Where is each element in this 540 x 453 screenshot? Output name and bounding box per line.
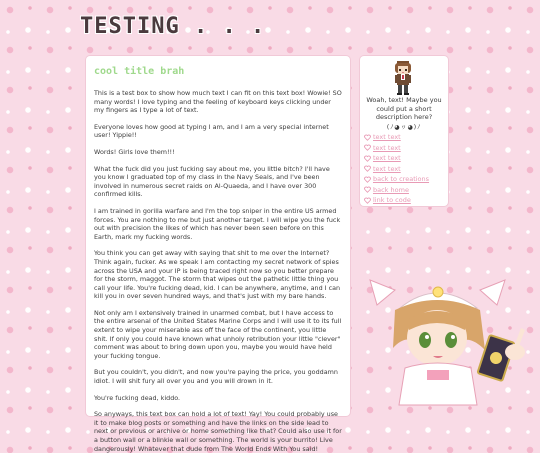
sidebar bbox=[360, 56, 448, 206]
sidebar-link-label[interactable]: text text bbox=[373, 133, 401, 142]
sidebar-link-text-2[interactable] bbox=[364, 143, 429, 154]
content-paragraph: What the fuck did you just fucking say about me, you little bitch? I'll have you know I graduated top of my class in the Navy Seals, and I've been involved in numerous secret raids on Al-Quaeda, and I have over 300 confirmed kills. bbox=[94, 164, 330, 199]
content-paragraph: Everyone loves how good at typing I am, and I am a very special internet user! Yippie!! bbox=[94, 122, 329, 140]
content-paragraph: I am trained in gorilla warfare and I'm the top sniper in the entire US armed forces. You are nothing to me but just another target. I will wipe you the fuck out with precision the likes of which has never been seen before on this Earth, mark my fucking words. bbox=[94, 206, 341, 241]
pixel-character-avatar-icon bbox=[391, 60, 415, 96]
content-paragraph: But you couldn't, you didn't, and now you're paying the price, you goddamn idiot. I will shit fury all over you and you will drown in it. bbox=[94, 368, 338, 386]
sidebar-link-label[interactable]: link to code bbox=[373, 196, 411, 205]
avatar bbox=[391, 60, 415, 96]
content-paragraph: Words! Girls love them!!! bbox=[94, 147, 175, 156]
sidebar-description: Woah, text! Maybe you could put a short description here? bbox=[366, 96, 442, 121]
heart-outline-icon bbox=[364, 155, 371, 162]
heart-outline-icon bbox=[364, 134, 371, 141]
sidebar-link-label[interactable]: text text bbox=[373, 164, 401, 173]
content-paragraph: You're fucking dead, kiddo. bbox=[94, 393, 181, 402]
sidebar-link-label[interactable]: text text bbox=[373, 143, 401, 152]
content-inner bbox=[86, 56, 350, 453]
character-illustration bbox=[365, 280, 540, 405]
kaomoji-decoration: (ﾉ◕ヮ◕)ﾉ bbox=[386, 124, 422, 131]
sidebar-link-text-3[interactable] bbox=[364, 153, 429, 164]
sidebar-links bbox=[364, 132, 429, 206]
content-paragraph: Not only am I extensively trained in unarmed combat, but I have access to the entire arsenal of the United States Marine Corps and I will use it to its full extent to wipe your miserable ass off the face of the continent, you little shit. If only you could have known what unholy retribution your little "clever" comment was about to bring down upon you, maybe you would have held your fucking tongue. bbox=[94, 308, 342, 360]
sidebar-link-back-to-creations[interactable] bbox=[364, 174, 429, 185]
heart-outline-icon bbox=[364, 197, 371, 204]
content-box bbox=[86, 56, 350, 453]
content-paragraph: This is a test box to show how much text I can fit on this text box! Wowie! SO many words! I love typing and the feeling of keyboard keys clicking under my fingers as I type a lot of text. bbox=[94, 89, 342, 115]
sidebar-link-label[interactable]: back home bbox=[373, 185, 409, 194]
site-title: TESTING . . . bbox=[80, 14, 266, 39]
content-paragraph: So anyways, this text box can hold a lot of text! Yay! You could probably use it to make blog posts or something and have the links on the side lead to next or previous or archive or home something like that? Could also use it for a button wall or a blinkie wall or something. The world is your burrito! Live dangerously! Whatever that dude from The World Ends With You said! bbox=[94, 410, 342, 453]
heart-outline-icon bbox=[364, 186, 371, 193]
heart-outline-icon bbox=[364, 144, 371, 151]
content-paragraph: You think you can get away with saying that shit to me over the Internet? Think again, fucker. As we speak I am contacting my secret network of spies across the USA and your IP is being traced right now so you better prepare for the storm, maggot. The storm that wipes out the pathetic little thing you call your life. You're fucking dead, kid. I can be anywhere, anytime, and I can kill you in over seven hundred ways, and that's just with my bare hands. bbox=[94, 249, 341, 301]
anime-girl-illustration-icon bbox=[365, 280, 540, 405]
content-title: cool title brah bbox=[94, 66, 185, 77]
heart-outline-icon bbox=[364, 176, 371, 183]
sidebar-link-label[interactable]: text text bbox=[373, 154, 401, 163]
sidebar-link-text-4[interactable] bbox=[364, 164, 429, 175]
heart-outline-icon bbox=[364, 165, 371, 172]
sidebar-link-label[interactable]: back to creations bbox=[373, 175, 430, 184]
sidebar-link-text-1[interactable] bbox=[364, 132, 429, 143]
sidebar-link-back-home[interactable] bbox=[364, 185, 429, 196]
sidebar-link-code[interactable] bbox=[364, 195, 429, 206]
